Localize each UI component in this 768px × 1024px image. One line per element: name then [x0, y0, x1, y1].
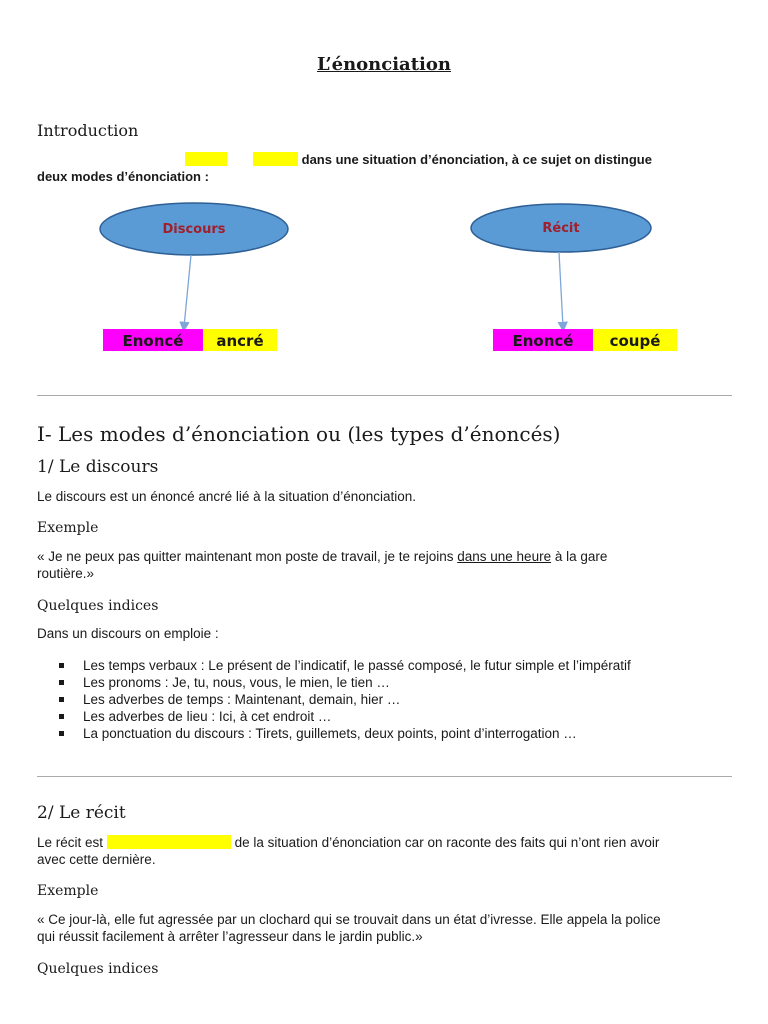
recit-heading: 2/ Le récit: [37, 803, 126, 823]
discours-example-line2: routière.»: [37, 566, 95, 581]
recit-example-line1: « Ce jour-là, elle fut agressée par un clochard qui se trouvait dans un état d’ivresse. Elle appela la police: [37, 912, 661, 927]
recit-example-heading: Exemple: [37, 883, 99, 899]
discours-example-part1: « Je ne peux pas quitter maintenant mon poste de travail, je te rejoins: [37, 549, 458, 564]
enonciation-diagram: [0, 195, 768, 365]
enonce-coupe-word2: coupé: [609, 332, 661, 350]
discours-clues-list: [37, 657, 631, 742]
list-item: La ponctuation du discours : Tirets, guillemets, deux points, point d’interrogation …: [37, 725, 631, 742]
enonce-ancre-word1: Enoncé: [122, 332, 184, 350]
recit-example: [37, 911, 747, 945]
divider: [37, 395, 732, 396]
recit-example-line2: qui réussit facilement à arrêter l’agresseur dans le jardin public.»: [37, 929, 423, 944]
list-item: Les adverbes de temps : Maintenant, demain, hier …: [37, 691, 631, 708]
recit-definition: [37, 834, 737, 868]
enonce-ancre-word2: ancré: [216, 332, 264, 350]
discours-example-underlined: dans une heure: [457, 549, 552, 564]
highlight-blank: [107, 835, 231, 849]
discours-example-heading: Exemple: [37, 520, 99, 536]
list-item: Les adverbes de lieu : Ici, à cet endroit …: [37, 708, 631, 725]
section-heading: I- Les modes d’énonciation ou (les types d’énoncés): [37, 422, 561, 446]
recit-definition-line2: avec cette dernière.: [37, 852, 156, 867]
recit-arrow: [559, 252, 563, 327]
enonce-coupe-word1: Enoncé: [512, 332, 574, 350]
recit-node-label: Récit: [542, 221, 580, 236]
discours-clues-heading: Quelques indices: [37, 598, 159, 614]
intro-line-1: [185, 152, 652, 167]
highlight-blank: [253, 152, 298, 166]
divider: [37, 776, 732, 777]
recit-definition-end: de la situation d’énonciation car on raconte des faits qui n’ont rien avoir: [234, 835, 660, 850]
intro-line-2: deux modes d’énonciation :: [37, 169, 209, 184]
list-item: Les pronoms : Je, tu, nous, vous, le mien, le tien …: [37, 674, 631, 691]
discours-heading: 1/ Le discours: [37, 457, 159, 477]
recit-clues-heading: Quelques indices: [37, 961, 159, 977]
recit-definition-start: Le récit est: [37, 835, 104, 850]
intro-heading: Introduction: [37, 121, 139, 140]
highlight-blank: [185, 152, 227, 166]
discours-definition: Le discours est un énoncé ancré lié à la situation d’énonciation.: [37, 489, 416, 504]
page-title: L’énonciation: [317, 54, 451, 75]
list-item: Les temps verbaux : Le présent de l’indicatif, le passé composé, le futur simple et l’impératif: [37, 657, 631, 674]
discours-node-label: Discours: [162, 222, 226, 237]
discours-arrow: [184, 255, 191, 327]
intro-line-1-text: dans une situation d’énonciation, à ce sujet on distingue: [301, 152, 652, 167]
discours-example-part2: à la gare: [551, 549, 608, 564]
discours-example: [37, 548, 737, 582]
discours-clues-intro: Dans un discours on emploie :: [37, 626, 219, 641]
